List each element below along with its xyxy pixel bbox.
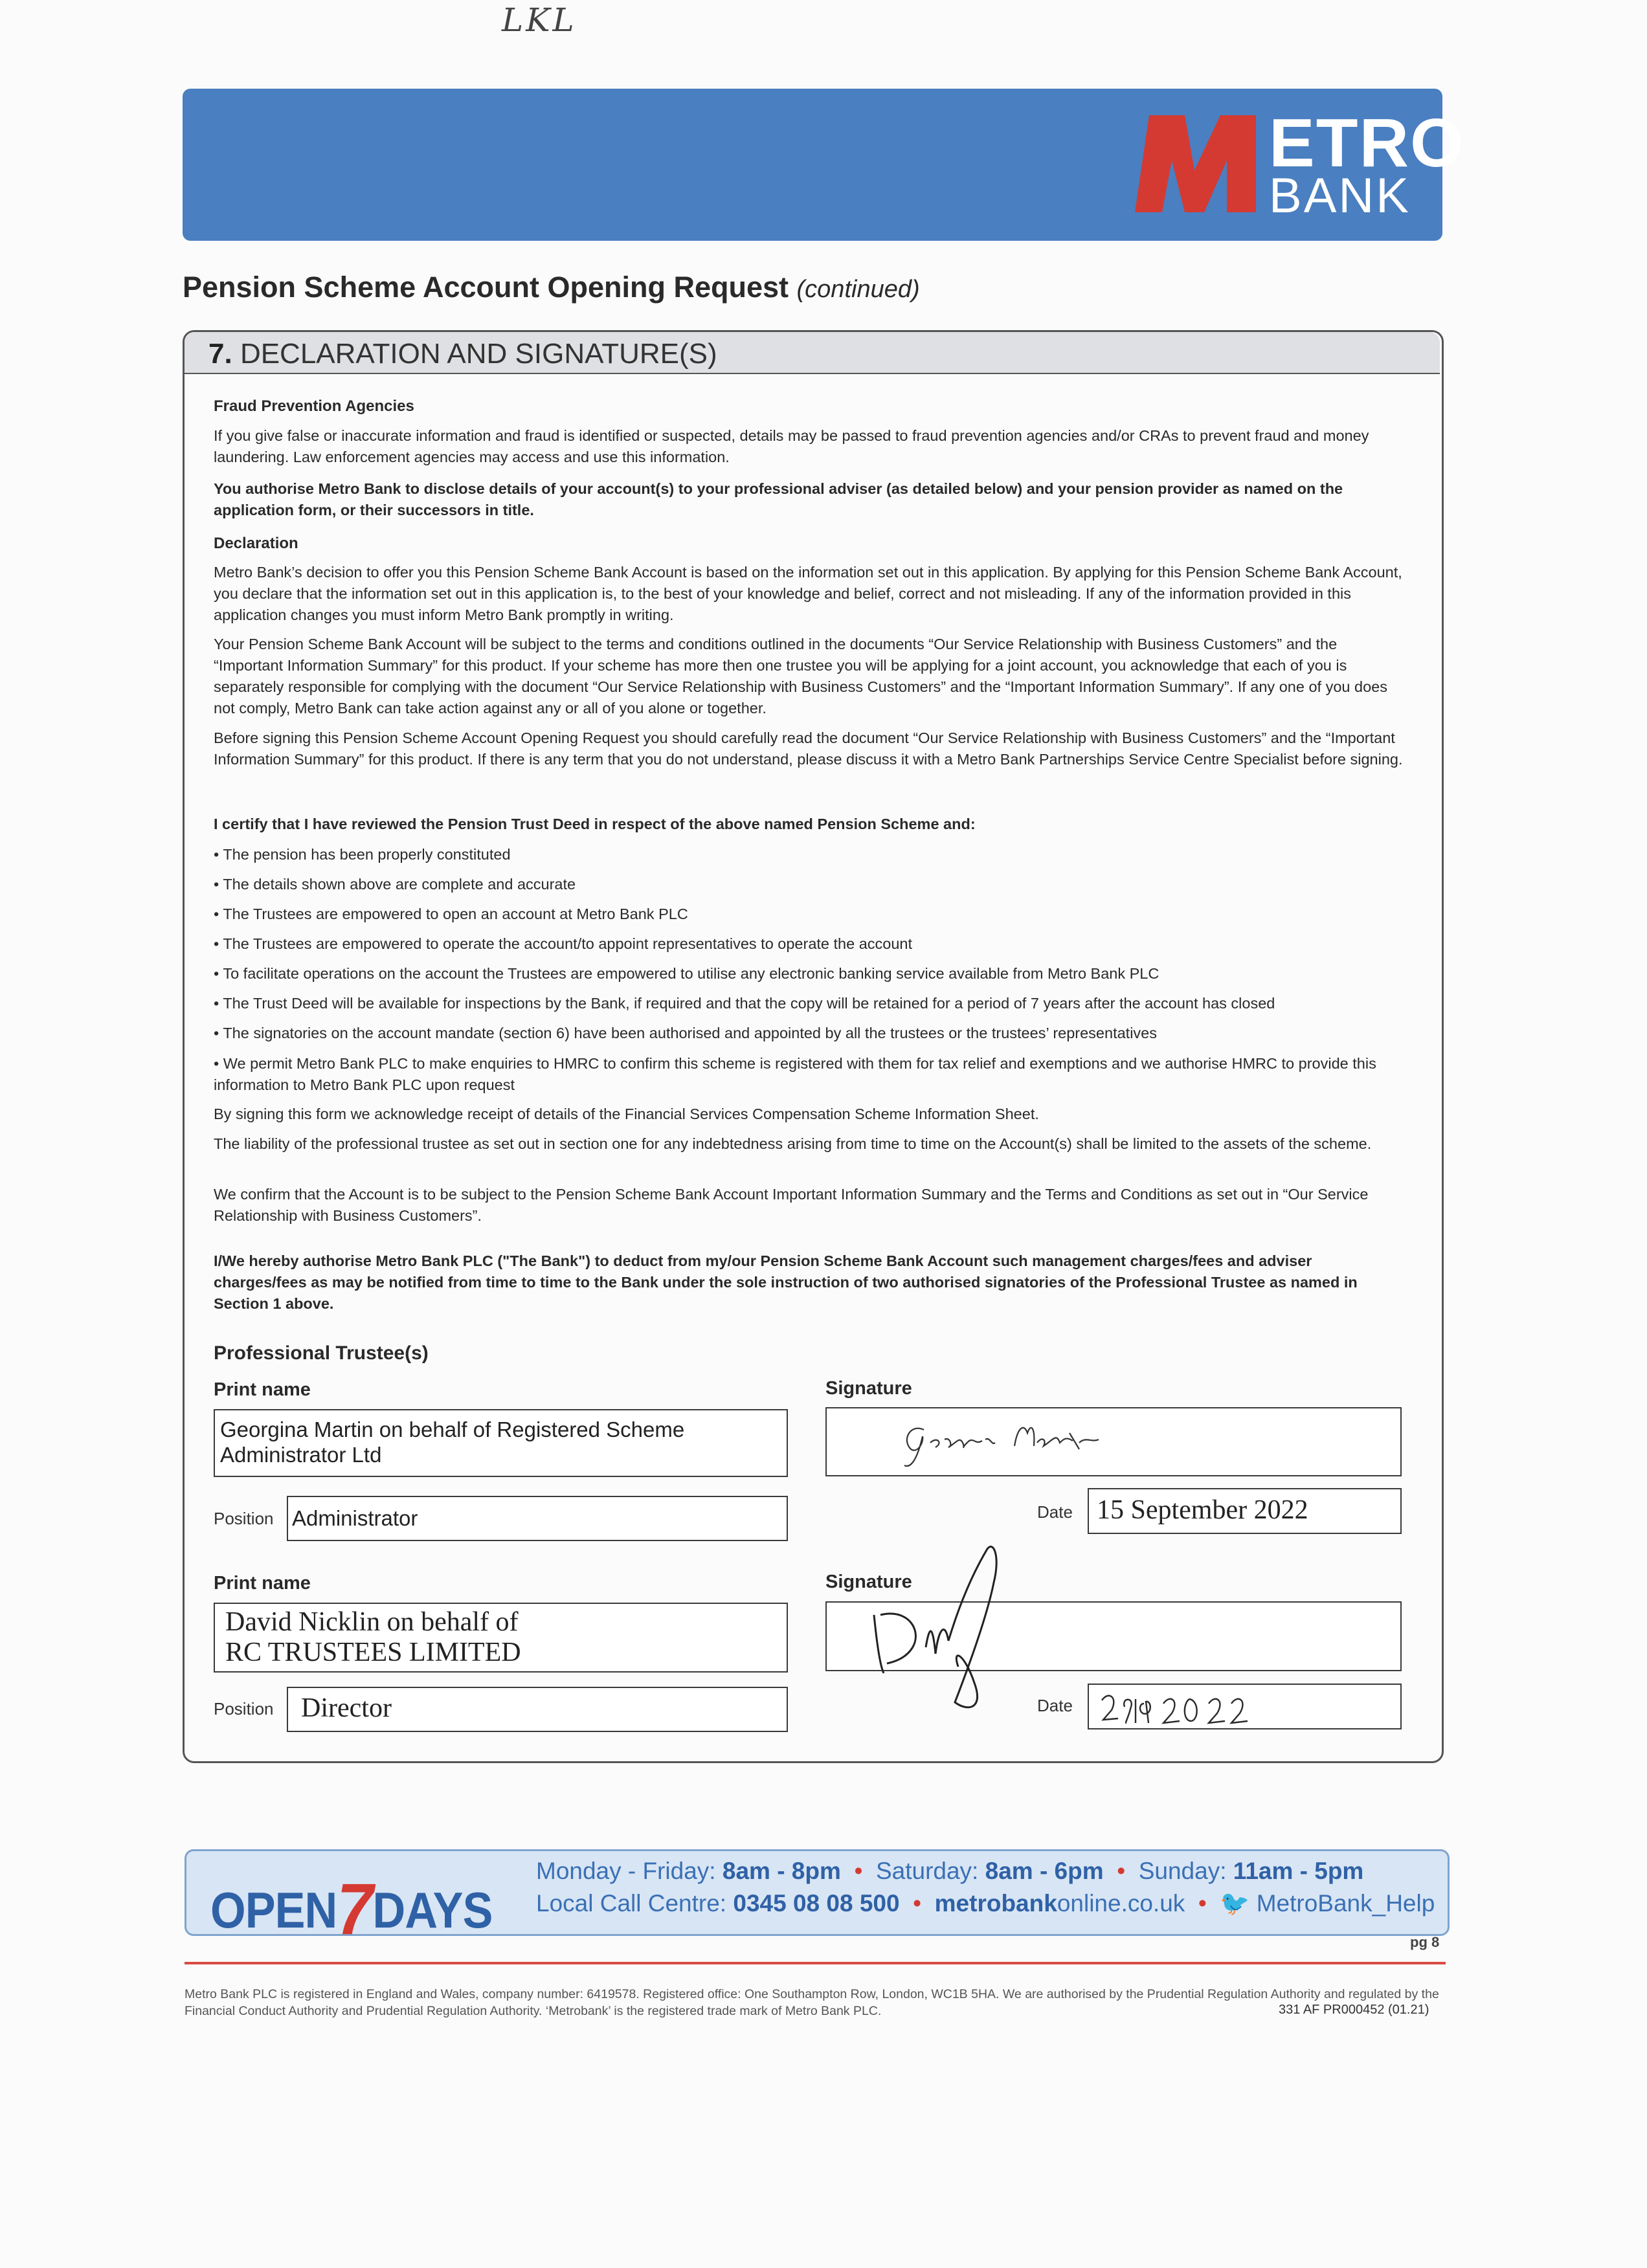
trustee-1-name-field[interactable]: [214, 1409, 788, 1477]
trustee-2-name-field[interactable]: [214, 1603, 788, 1673]
days-text: DAYS: [372, 1882, 493, 1939]
trustees-heading: Professional Trustee(s): [214, 1342, 429, 1364]
liability-paragraph: The liability of the professional trustee as set out in section one for any indebtedness arising from time to time on the Account(s) shall be limited to the assets of the scheme.: [214, 1135, 1372, 1152]
date-label: Date: [1037, 1696, 1073, 1715]
call-centre-number[interactable]: 0345 08 08 500: [733, 1890, 900, 1917]
saturday-label: Saturday:: [875, 1858, 979, 1884]
declaration-section: [183, 330, 1444, 1763]
sunday-hours: 11am - 5pm: [1233, 1858, 1364, 1884]
contact-line: [536, 1890, 1435, 1918]
website-link[interactable]: [935, 1890, 1185, 1917]
sunday-label: Sunday:: [1138, 1858, 1227, 1884]
logo-etro-text: ETRO: [1269, 105, 1465, 181]
trustee-1-position-value: Administrator: [292, 1506, 418, 1530]
open-text: OPEN: [210, 1882, 337, 1939]
declaration-paragraph-3: Before signing this Pension Scheme Account Opening Request you should carefully read the document “Our Service Relationship with Business Customers” and the “Important Information Summary” for this product. If there is any term that you do not understand, please discuss it with a Metro Bank Partnerships Service Centre Specialist before signing.: [214, 729, 1403, 768]
saturday-hours: 8am - 6pm: [985, 1858, 1104, 1884]
page-title-sub: (continued): [796, 276, 920, 303]
position-label: Position: [214, 1699, 274, 1718]
date-label: Date: [1037, 1502, 1073, 1522]
trustee-1-name-line-2: Administrator Ltd: [220, 1443, 382, 1467]
page-title: [183, 271, 920, 304]
logo-bank-text: BANK: [1269, 168, 1411, 223]
fscs-paragraph: By signing this form we acknowledge receipt of details of the Financial Services Compensation Scheme Information Sheet.: [214, 1106, 1039, 1122]
certify-bullet: • To facilitate operations on the account the Trustees are empowered to utilise any electronic banking service available from Metro Bank PLC: [214, 965, 1160, 982]
signature-label: Signature: [825, 1572, 912, 1592]
website-bold: metrobank: [934, 1890, 1057, 1917]
legal-notice: Metro Bank PLC is registered in England and Wales, company number: 6419578. Registered office: One Southampton Row, London, WC1B 5HA. We are authorised by the Prudential Regulation Authority and regulated by the Financial Conduct Authority and Prudential Regulation Authority. ‘Metrobank’ is the registered trade mark of Metro Bank PLC.: [185, 1987, 1439, 2018]
separator-dot-icon: •: [906, 1890, 928, 1917]
separator-dot-icon: •: [847, 1858, 869, 1884]
page-number: pg 8: [1410, 1934, 1440, 1950]
trustee-1-signature-icon: [898, 1414, 1112, 1472]
certify-bullet: • The pension has been properly constituted: [214, 846, 511, 863]
seven-text: 7: [337, 1869, 373, 1950]
signature-label: Signature: [825, 1378, 912, 1399]
document-reference: 331 AF PR000452 (01.21): [1279, 2003, 1429, 2017]
trustee-1-date-field[interactable]: [1088, 1488, 1402, 1534]
twitter-handle[interactable]: MetroBank_Help: [1256, 1890, 1435, 1917]
position-label: Position: [214, 1509, 274, 1528]
trustee-1-position-field[interactable]: [287, 1496, 788, 1541]
trustee-2-name-line-2: RC TRUSTEES LIMITED: [225, 1638, 521, 1667]
twitter-bird-icon: 🐦: [1220, 1890, 1250, 1917]
trustee-2-signature-icon: [861, 1544, 1029, 1718]
authorise-charges-paragraph: I/We hereby authorise Metro Bank PLC ("The Bank") to deduct from my/our Pension Scheme Bank Account such management charges/fees and adviser charges/fees as may be notified from time to time to the Bank under the sole instruction of two authorised signatories of the Professional Trustee as named in Section 1 above.: [214, 1252, 1358, 1312]
opening-hours-line: [536, 1858, 1363, 1885]
section-title: [208, 338, 717, 370]
fraud-paragraph: If you give false or inaccurate information and fraud is identified or suspected, details may be passed to fraud prevention agencies and/or CRAs to prevent fraud and money laundering. Law enforcement agencies may access and use this information.: [214, 427, 1369, 465]
disclose-paragraph: You authorise Metro Bank to disclose details of your account(s) to your professional adviser (as detailed below) and your pension provider as named on the application form, or their successors in title.: [214, 480, 1343, 518]
certify-bullet: • The details shown above are complete and accurate: [214, 876, 576, 893]
certify-bullet: • The signatories on the account mandate (section 6) have been authorised and appointed by all the trustees or the trustees’ representatives: [214, 1025, 1157, 1041]
trustee-2-position-field[interactable]: [287, 1687, 788, 1732]
declaration-heading: Declaration: [214, 535, 298, 552]
certify-bullet: • The Trust Deed will be available for inspections by the Bank, if required and that the copy will be retained for a period of 7 years after the account has closed: [214, 995, 1275, 1012]
trustee-2-date-handwriting-icon: [1095, 1687, 1251, 1726]
section-number: 7.: [208, 338, 232, 370]
certify-bullet: • We permit Metro Bank PLC to make enquiries to HMRC to confirm this scheme is registered with them for tax relief and exemptions and we authorise HMRC to provide this information to Metro Bank PLC upon request: [214, 1055, 1376, 1093]
weekday-label: Monday - Friday:: [536, 1858, 716, 1884]
print-name-label: Print name: [214, 1379, 311, 1400]
trustee-2-date-field[interactable]: [1088, 1684, 1402, 1729]
terms-paragraph: We confirm that the Account is to be subject to the Pension Scheme Bank Account Important Information Summary and the Terms and Conditions as set out in “Our Service Relationship with Business Customers”.: [214, 1186, 1369, 1224]
print-name-label: Print name: [214, 1573, 311, 1594]
trustee-1-date-value: 15 September 2022: [1097, 1495, 1308, 1525]
handwritten-initials: LKL: [502, 1, 577, 39]
declaration-paragraph-1: Metro Bank’s decision to offer you this Pension Scheme Bank Account is based on the information set out in this application. By applying for this Pension Scheme Bank Account, you declare that the information set out in this application is, to the best of your knowledge and belief, correct and not misleading. If any of the information provided in this application changes you must inform Metro Bank promptly in writing.: [214, 564, 1402, 623]
trustee-2-name-line-1: David Nicklin on behalf of: [225, 1607, 519, 1637]
separator-dot-icon: •: [1110, 1858, 1132, 1884]
separator-dot-icon: •: [1191, 1890, 1214, 1917]
trustee-2-position-value: Director: [301, 1693, 392, 1723]
call-centre-label: Local Call Centre:: [536, 1890, 727, 1917]
certify-bullet: • The Trustees are empowered to operate the account/to appoint representatives to operate the account: [214, 935, 913, 952]
page-title-main: Pension Scheme Account Opening Request: [183, 271, 789, 304]
open-7-days-logo: [210, 1861, 493, 1950]
trustee-1-signature-field[interactable]: [825, 1407, 1402, 1476]
weekday-hours: 8am - 8pm: [722, 1858, 841, 1884]
footer-divider: [185, 1962, 1446, 1964]
certify-statement: I certify that I have reviewed the Pension Trust Deed in respect of the above named Pension Scheme and:: [214, 816, 976, 832]
website-rest: online.co.uk: [1057, 1890, 1185, 1917]
section-title-text: DECLARATION AND SIGNATURE(S): [240, 338, 717, 370]
declaration-paragraph-2: Your Pension Scheme Bank Account will be subject to the terms and conditions outlined in the documents “Our Service Relationship with Business Customers” and the “Important Information Summary” for this product. If your scheme has more then one trustee you will be applying for a joint account, you acknowledge that each of you is separately responsible for complying with the document “Our Service Relationship with Business Customers” and the “Important Information Summary”. If any one of you does not comply, Metro Bank can take action against any or all of you alone or together.: [214, 636, 1387, 717]
fraud-heading: Fraud Prevention Agencies: [214, 397, 414, 415]
certify-bullet: • The Trustees are empowered to open an account at Metro Bank PLC: [214, 906, 688, 922]
metro-m-logo-icon: [1123, 109, 1266, 219]
trustee-1-name-line-1: Georgina Martin on behalf of Registered Scheme: [220, 1418, 685, 1441]
